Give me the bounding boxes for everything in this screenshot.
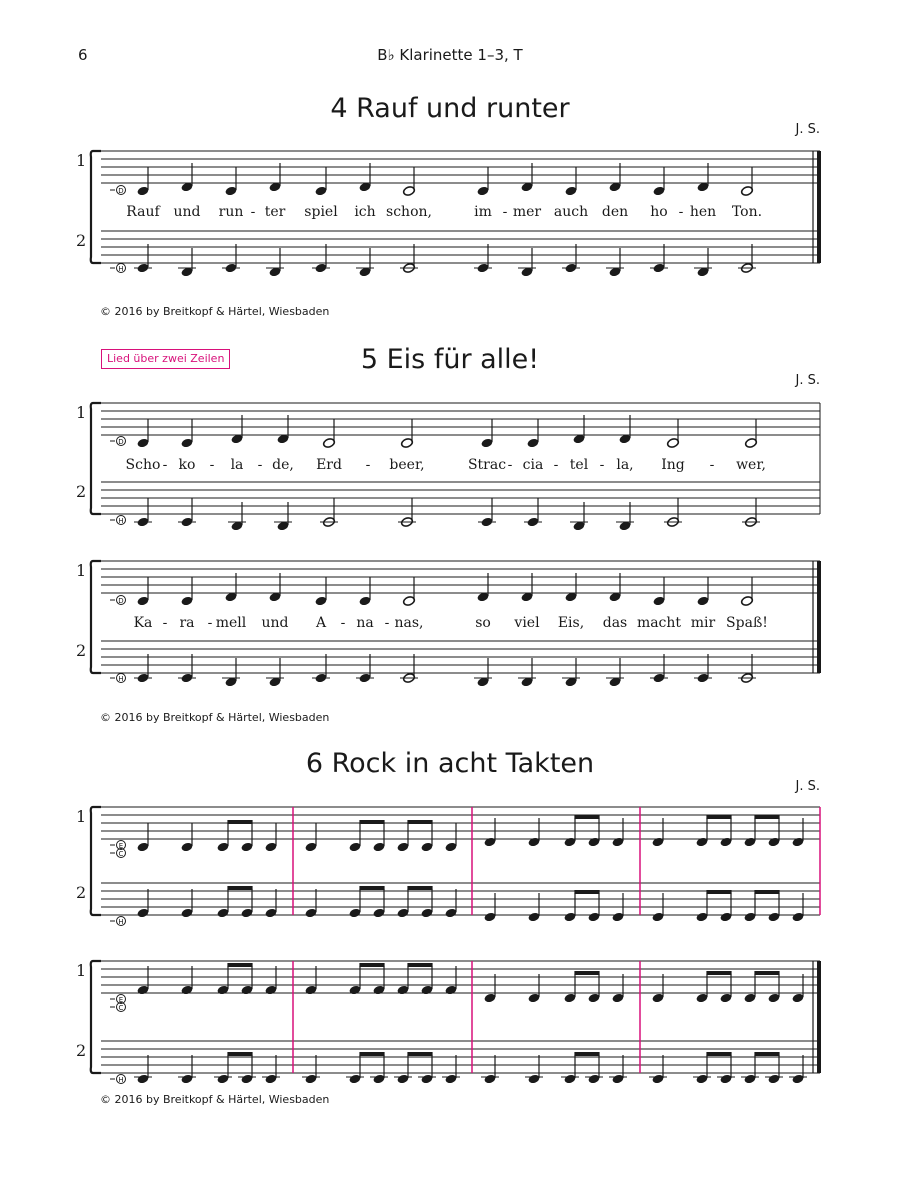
lyric-syllable: das [602, 615, 628, 631]
song-title-6: 6 Rock in acht Takten [305, 748, 595, 779]
lyric-hyphen: - [709, 457, 715, 473]
lyric-hyphen: - [162, 457, 168, 473]
lyric-syllable: la [230, 457, 244, 473]
lyric-syllable: ho [650, 204, 668, 220]
lyric-syllable: mer [512, 204, 542, 220]
copyright-5: © 2016 by Breitkopf & Härtel, Wiesbaden [100, 711, 330, 724]
lyric-syllable: Ka [133, 615, 153, 631]
lyric-syllable: ra [179, 615, 195, 631]
lyric-syllable: Strac [467, 457, 507, 473]
lyric-syllable: A [315, 615, 327, 631]
part-number: 1 [76, 151, 87, 170]
part-number: 1 [76, 561, 87, 580]
note-beam [359, 1052, 384, 1056]
system-bracket [91, 961, 101, 1073]
lyric-hyphen: - [162, 615, 168, 631]
system-bracket [91, 807, 101, 915]
note-beam [706, 1052, 731, 1056]
lyric-syllable: nas, [394, 615, 424, 631]
lyric-syllable: hen [689, 204, 717, 220]
note-beam [407, 820, 432, 824]
note-beam [754, 890, 779, 894]
lyric-hyphen: - [553, 457, 559, 473]
system-bracket [91, 151, 101, 263]
lyric-hyphen: - [257, 457, 263, 473]
lyric-syllable: im [474, 204, 492, 220]
clef-e-letter: E [118, 996, 124, 1004]
note-beam [754, 815, 779, 819]
note-beam [754, 971, 779, 975]
lyric-syllable: so [475, 615, 491, 631]
running-head: B♭ Klarinette 1–3, T [377, 46, 523, 64]
two-line-badge: Lied über zwei Zeilen [101, 349, 230, 369]
lyric-syllable: cia [522, 457, 544, 473]
note-beam [359, 886, 384, 890]
clef-e-letter: E [118, 842, 124, 850]
lyric-syllable: den [601, 204, 629, 220]
lyric-syllable: mell [215, 615, 247, 631]
clef-h-letter: H [118, 265, 124, 273]
lyric-hyphen: - [502, 204, 508, 220]
song-title-5: 5 Eis für alle! [360, 344, 540, 375]
lyric-syllable: ter [264, 204, 286, 220]
lyric-syllable: viel [514, 615, 540, 631]
note-beam [574, 815, 599, 819]
lyric-hyphen: - [384, 615, 390, 631]
note-beam [407, 963, 432, 967]
system-bracket [91, 403, 101, 514]
note-beam [706, 890, 731, 894]
clef-h-letter: H [118, 517, 124, 525]
lyric-syllable: Spaß! [726, 615, 768, 631]
lyric-hyphen: - [507, 457, 513, 473]
composer-6: J. S. [795, 779, 820, 794]
song-title-4: 4 Rauf und runter [330, 93, 570, 124]
part-number: 1 [76, 961, 87, 980]
lyric-syllable: spiel [304, 204, 338, 220]
lyric-syllable: Ing [661, 457, 685, 473]
lyric-syllable: de, [272, 457, 294, 473]
note-beam [359, 820, 384, 824]
lyric-hyphen: - [365, 457, 371, 473]
clef-d-letter: D [118, 438, 124, 446]
part-number: 2 [76, 883, 87, 902]
clef-c-letter: C [118, 1004, 124, 1012]
lyric-syllable: beer, [389, 457, 425, 473]
lyric-syllable: macht [636, 615, 682, 631]
part-number: 2 [76, 1041, 87, 1060]
clef-h-letter: H [118, 918, 124, 926]
lyric-syllable: ko [178, 457, 196, 473]
copyright-6: © 2016 by Breitkopf & Härtel, Wiesbaden [100, 1093, 330, 1106]
note-beam [706, 971, 731, 975]
lyric-syllable: ich [354, 204, 376, 220]
composer-4: J. S. [795, 122, 820, 137]
part-number: 1 [76, 807, 87, 826]
lyric-syllable: schon, [386, 204, 432, 220]
note-beam [574, 971, 599, 975]
clef-d-letter: D [118, 187, 124, 195]
note-beam [227, 963, 252, 967]
part-number: 2 [76, 482, 87, 501]
clef-h-letter: H [118, 1076, 124, 1084]
lyric-syllable: tel [569, 457, 589, 473]
lyric-syllable: und [261, 615, 289, 631]
lyric-syllable: mir [690, 615, 716, 631]
lyric-syllable: run [218, 204, 244, 220]
lyric-hyphen: - [340, 615, 346, 631]
lyric-hyphen: - [599, 457, 605, 473]
note-beam [359, 963, 384, 967]
final-barline-thick [817, 561, 821, 673]
copyright-4: © 2016 by Breitkopf & Härtel, Wiesbaden [100, 305, 330, 318]
note-beam [706, 815, 731, 819]
page-number: 6 [78, 46, 88, 64]
lyric-syllable: Erd [316, 457, 342, 473]
part-number: 2 [76, 231, 87, 250]
note-beam [227, 1052, 252, 1056]
part-number: 1 [76, 403, 87, 422]
note-beam [227, 886, 252, 890]
lyric-syllable: Rauf [126, 204, 160, 220]
lyric-hyphen: - [678, 204, 684, 220]
note-beam [407, 886, 432, 890]
lyric-hyphen: - [207, 615, 213, 631]
lyric-syllable: Ton. [731, 204, 763, 220]
part-number: 2 [76, 641, 87, 660]
clef-d-letter: D [118, 597, 124, 605]
lyric-hyphen: - [209, 457, 215, 473]
note-beam [227, 820, 252, 824]
note-beam [407, 1052, 432, 1056]
lyric-hyphen: - [250, 204, 256, 220]
note-beam [574, 890, 599, 894]
system-bracket [91, 561, 101, 673]
lyric-syllable: Scho [125, 457, 161, 473]
lyric-syllable: wer, [736, 457, 766, 473]
lyric-syllable: und [173, 204, 201, 220]
clef-c-letter: C [118, 850, 124, 858]
lyric-syllable: auch [553, 204, 589, 220]
note-beam [754, 1052, 779, 1056]
clef-h-letter: H [118, 675, 124, 683]
lyric-syllable: na [356, 615, 374, 631]
final-barline-thick [817, 961, 821, 1073]
note-beam [574, 1052, 599, 1056]
lyric-syllable: Eis, [557, 615, 585, 631]
lyric-syllable: la, [616, 457, 634, 473]
final-barline-thick [817, 151, 821, 263]
composer-5: J. S. [795, 373, 820, 388]
